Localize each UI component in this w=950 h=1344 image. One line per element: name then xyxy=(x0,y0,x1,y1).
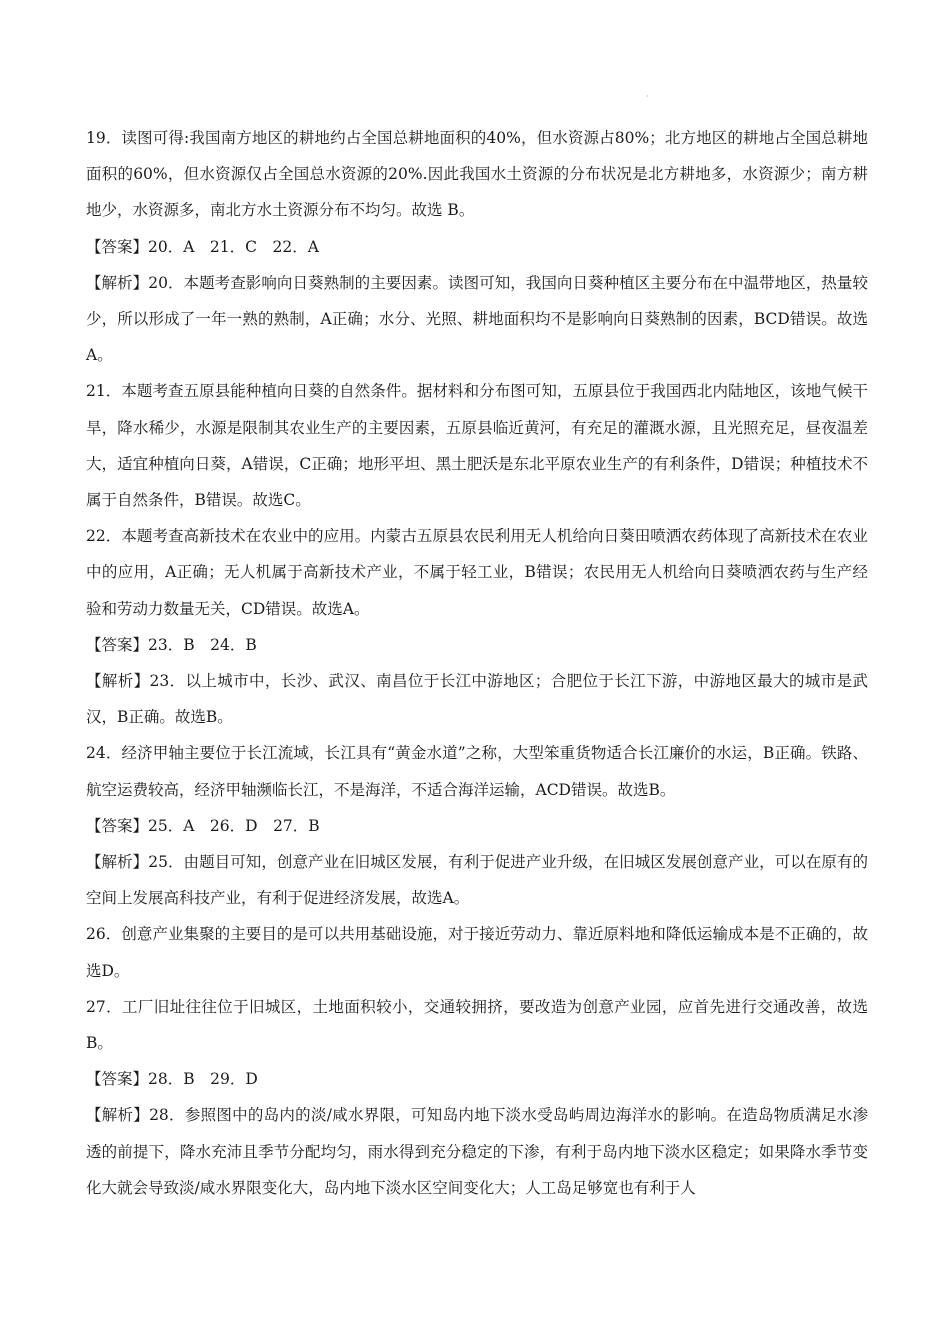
paragraph-q19-analysis: 19．读图可得:我国南方地区的耕地约占全国总耕地面积的40%，但水资源占80%；北方地区的耕地占全国总耕地面积的60%，但水资源仅占全国总水资源的20%.因此我国水土资源的分布状况是北方耕地多，水资源少；南方耕地少，水资源多，南北方水土资源分布不均匀。故选 B。 xyxy=(86,129,868,220)
paragraph-q25-analysis: 【解析】25．由题目可知，创意产业在旧城区发展，有利于促进产业升级，在旧城区发展创意产业，可以在原有的空间上发展高科技产业，有利于促进经济发展，故选A。 xyxy=(86,853,868,908)
paragraph-q28-analysis: 【解析】28．参照图中的岛内的淡/咸水界限，可知岛内地下淡水受岛屿周边海洋水的影响。在造岛物质满足水渗透的前提下，降水充沛且季节分配均匀，雨水得到充分稳定的下渗，有利于岛内地下淡水区稳定；如果降水季节变化大就会导致淡/咸水界限变化大，岛内地下淡水区空间变化大；人工岛足够宽也有利于人 xyxy=(86,1106,868,1197)
answer-line-28-29: 【答案】28．B 29．D xyxy=(86,1070,258,1089)
paragraph-q22-analysis: 22．本题考查高新技术在农业中的应用。内蒙古五原县农民利用无人机给向日葵田喷洒农药体现了高新技术在农业中的应用，A正确；无人机属于高新技术产业，不属于轻工业，B错误；农民用无人机给向日葵喷洒农药与生产经验和劳动力数量无关，CD错误。故选A。 xyxy=(86,527,868,618)
paragraph-q20-analysis: 【解析】20．本题考查影响向日葵熟制的主要因素。读图可知，我国向日葵种植区主要分布在中温带地区，热量较少，所以形成了一年一熟的熟制，A正确；水分、光照、耕地面积均不是影响向日葵熟制的因素，BCD错误。故选A。 xyxy=(86,273,868,365)
paragraph-q21-analysis: 21．本题考查五原县能种植向日葵的自然条件。据材料和分布图可知，五原县位于我国西北内陆地区，该地气候干旱，降水稀少，水源是限制其农业生产的主要因素，五原县临近黄河，有充足的灌溉水源，且光照充足，昼夜温差大，适宜种植向日葵，A错误，C正确；地形平坦、黑土肥沃是东北平原农业生产的有利条件，D错误；种植技术不属于自然条件，B错误。故选C。 xyxy=(86,382,868,510)
header-mark: · xyxy=(646,92,649,101)
paragraph-q26-analysis: 26．创意产业集聚的主要目的是可以共用基础设施，对于接近劳动力、靠近原料地和降低运输成本是不正确的，故选D。 xyxy=(86,925,868,980)
answer-line-25-27: 【答案】25．A 26．D 27．B xyxy=(86,816,320,835)
paragraph-q24-analysis: 24．经济甲轴主要位于长江流域，长江具有“黄金水道”之称，大型笨重货物适合长江廉价的水运，B正确。铁路、航空运费较高，经济甲轴濒临长江，不是海洋，不适合海洋运输，ACD错误。故选B。 xyxy=(86,744,868,799)
paragraph-q27-analysis: 27．工厂旧址往往位于旧城区，土地面积较小，交通较拥挤，要改造为创意产业园，应首先进行交通改善，故选B。 xyxy=(86,997,868,1053)
paragraph-q23-analysis: 【解析】23．以上城市中，长沙、武汉、南昌位于长江中游地区；合肥位于长江下游，中游地区最大的城市是武汉，B正确。故选B。 xyxy=(86,672,868,727)
answer-analysis-body xyxy=(86,120,868,1206)
answer-line-20-22: 【答案】20．A 21．C 22．A xyxy=(86,237,319,256)
answer-line-23-24: 【答案】23．B 24．B xyxy=(86,635,257,654)
